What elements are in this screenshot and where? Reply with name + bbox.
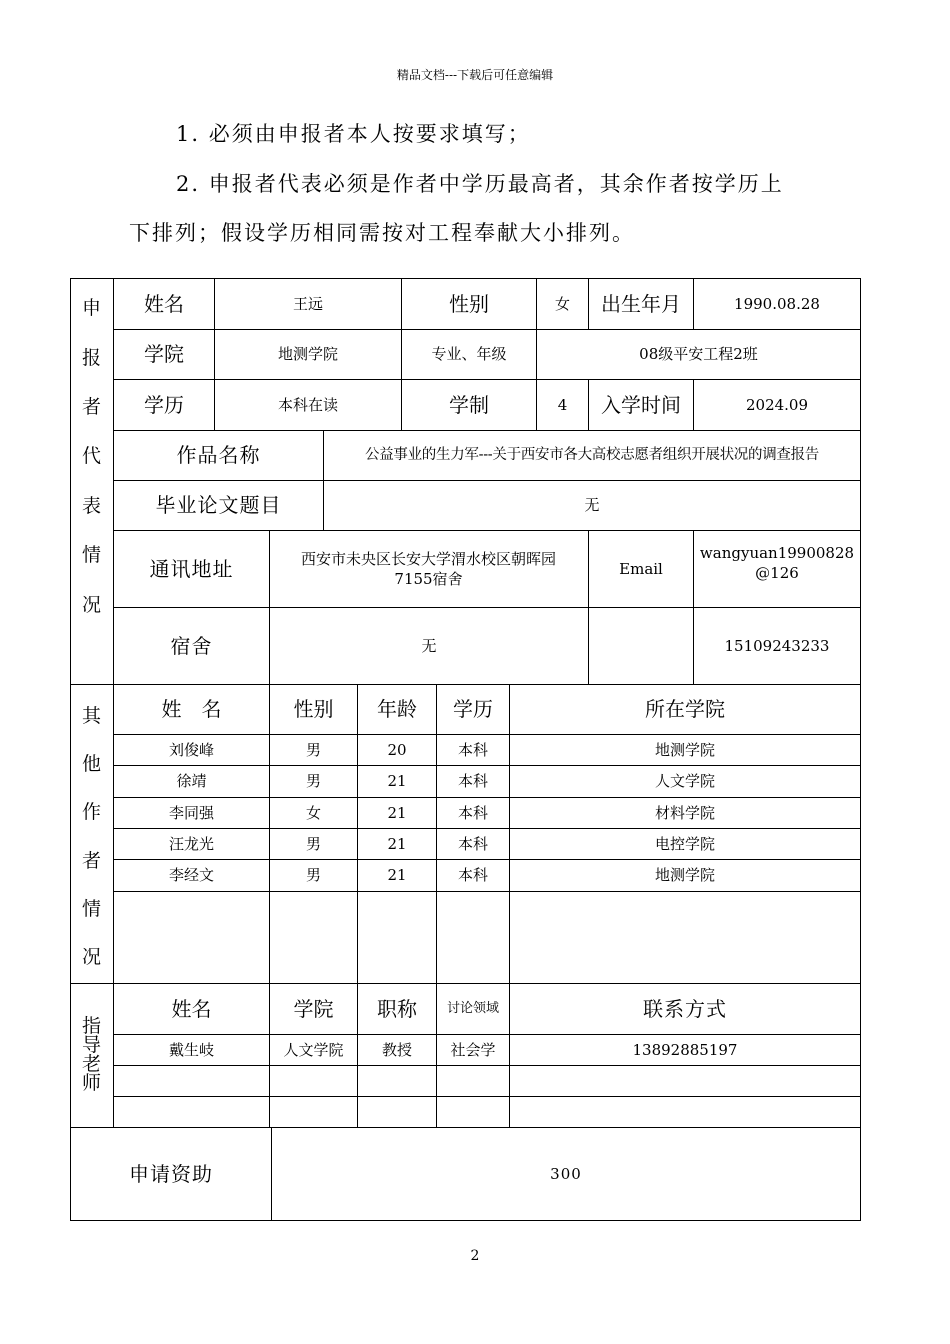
advisor-header-title: 职称 (377, 996, 417, 1021)
funding-label: 申请资助 (129, 1161, 213, 1186)
edu-label: 学历 (144, 392, 184, 417)
thesis-label: 毕业论文题目 (155, 493, 282, 517)
note-2: 2. 申报者代表必须是作者中学历最高者，其余作者按学历上 (176, 172, 784, 196)
dorm-value: 无 (421, 636, 437, 655)
page-header: 精品文档---下载后可任意编辑 (396, 68, 554, 82)
advisor-header-field: 讨论领域 (446, 1001, 499, 1017)
name-label: 姓名 (144, 291, 184, 316)
note-3: 下排列；假设学历相同需按对工程奉献大小排列。 (129, 221, 635, 245)
applicant-section-title: 申 报 者 代 表 情 况 (81, 297, 101, 616)
advisor-header-name: 姓名 (171, 996, 212, 1021)
thesis-value: 无 (584, 496, 600, 515)
work-value: 公益事业的生力军---关于西安市各大高校志愿者组织开展状况的调查报告 (365, 446, 819, 463)
address-label: 通讯地址 (149, 556, 234, 581)
enroll-label: 入学时间 (601, 392, 681, 417)
advisor-header-contact: 联系方式 (643, 996, 727, 1021)
others-header-edu: 学历 (453, 697, 493, 721)
name-value: 王远 (292, 294, 323, 313)
gender-label: 性别 (449, 291, 489, 316)
phone-value: 15109243233 (724, 636, 830, 655)
college-label: 学院 (144, 342, 184, 366)
others-header-gender: 性别 (293, 697, 334, 721)
dorm-label: 宿舍 (170, 633, 213, 658)
gender-value: 女 (554, 294, 570, 313)
others-header-age: 年龄 (377, 697, 417, 721)
funding-value: 300 (550, 1164, 582, 1183)
birth-value: 1990.08.28 (734, 294, 820, 313)
others-section-title: 其 他 作 者 情 况 (81, 704, 101, 969)
system-label: 学制 (449, 392, 489, 417)
email-value: wangyuan19900828@126 (699, 544, 855, 583)
major-label: 专业、年级 (431, 345, 507, 364)
enroll-value: 2024.09 (745, 395, 809, 414)
work-label: 作品名称 (176, 443, 261, 467)
advisor-header-college: 学院 (293, 996, 334, 1021)
birth-label: 出生年月 (601, 291, 681, 316)
email-label: Email (619, 559, 663, 578)
college-value: 地测学院 (277, 345, 338, 364)
edu-value: 本科在读 (277, 395, 338, 414)
advisor-section-title: 指 导 老 师 (81, 1015, 101, 1094)
note-1: 1. 必须由申报者本人按要求填写； (176, 122, 531, 146)
system-value: 4 (557, 395, 568, 414)
address-value: 西安市未央区长安大学渭水校区朝晖园7155宿舍 (300, 549, 556, 588)
page-number: 2 (470, 1248, 480, 1264)
major-value: 08级平安工程2班 (639, 345, 758, 364)
others-header-college: 所在学院 (645, 697, 725, 721)
others-header-name: 姓 名 (161, 697, 222, 721)
